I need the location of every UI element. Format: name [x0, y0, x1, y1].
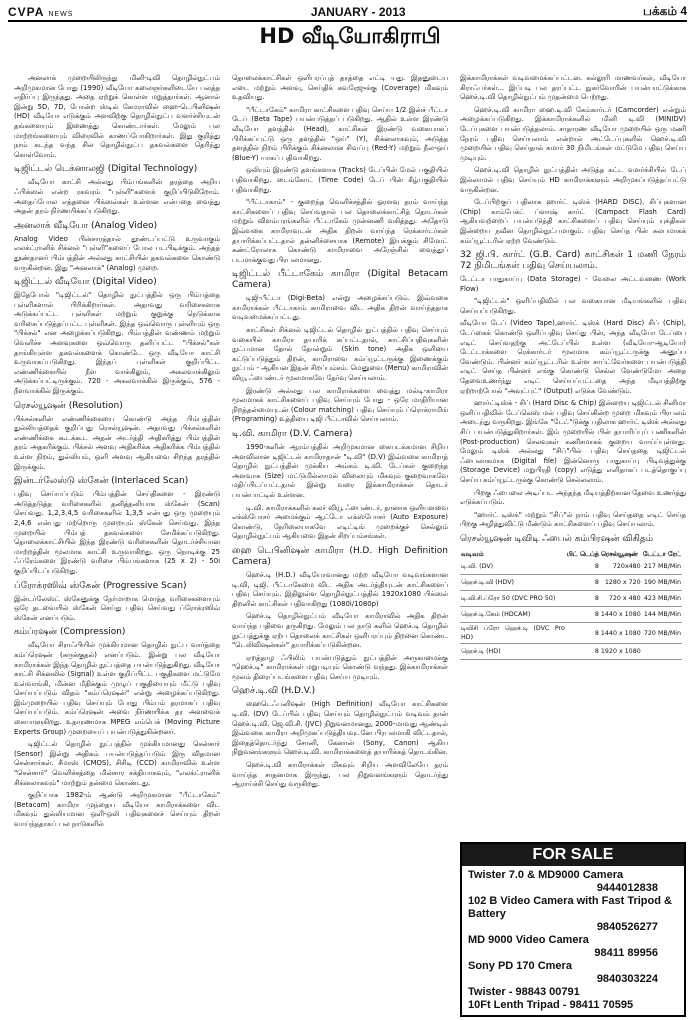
table-cell: 1280 x 720	[600, 575, 642, 591]
table-cell: 8	[566, 623, 600, 644]
table-cell: 8	[566, 575, 600, 591]
table-cell: டிவிசி ப்ரோ ஹெச்.டி (DVC Pro HD)	[460, 623, 566, 644]
table-header: டேட்டா ரேட்	[642, 549, 681, 558]
listing-phone: 9840526277	[596, 921, 658, 933]
paragraph: டி.வி. காமிராக்களில் கலர் வியூ ஃபைண்டர், தானாக ஒளியளவை எக்ஸ்போசர் அமைக்கும் ஆட்டோ எக்ஸ்போசர் (Auto Exposure) கொண்டு, நேரிலையாகவே எடிட்டிங் முறைக்குச் செல்லும் தொழில்நுட்பம் ஆகியவை இதன் சிறப்பம்சங்கள்.	[232, 503, 448, 541]
paragraph: ஹெச்.டி.வி தொழில் நுட்பத்தின் அடுத்த கட்ட வளர்ச்சியில் டேப் இல்லாமல் பதிவு செய்யும் HD காமிராக்களும் அறிமுகப்படுத்தப்பட்டு வருகின்றன.	[460, 166, 686, 194]
table-cell: 8	[566, 559, 600, 575]
paragraph: டேப்பிற்குப் பதிலாக ஹார்ட் டிஸ்க் (HARD DISC), சிப்புகளான (Chip) காம்பேக்ட் ப்ளாஷ் கார்ட் (Campact Flash Card) ஆகியவற்றைப் பயன்படுத்தி காட்சிகளைப் பதிவு செய்யும் யுக்திகள் இன்றைய நவீன தொழில்நுட்பமாகும். பதிவு செய்த பின் சுலபமாகக் கம்ப்யூட்டரில் ஏற்ற வேண்டும்.	[460, 198, 686, 245]
table-cell: 8	[566, 644, 600, 660]
for-sale-box	[460, 842, 686, 1017]
table-header-row	[460, 549, 682, 559]
paragraph: வீடியோ டேப் (Video Tape),ஹார்ட் டிஸ்க் (Hard Disc) சிப் (Chip), டேப்கைக் கொண்டு ஒளிப்பதிவு செய்து பின், அந்த வீடியோ டேப்பை எடிட் செய்வதற்கு அட்டேப்பில் உள்ள (வீடியோ-ஆடியோ) டேட்டாக்களை ரெக்கார்டர் மூலமாக கம்ப்யூட்டருக்கு அனுப்ப வேண்டும். பின்னர் கம்ப்யூட்டரில் உள்ள சாப்ட்வேர்களை பயன்படுத்தி எடிட் செய்த பின்னர் எங்கு கொண்டு செல்ல வேண்டுமோ அதை தேவைஉணர்ந்து எடிட் செய்யப்பட்டதை அந்த மீடியத்திற்கு ஏற்றாற்போல் "அவுட்புட்" (Output) எடுக்க வேண்டும்.	[460, 319, 686, 395]
paragraph: ஹைடெஃபனிஷன் (High Definition) வீடியோ காட்சிகளை டி.வி. (DV) டேப்பில் பதிவு செய்யும் தொழில்நுட்பம் வடிவம் தான் ஹெச்.டி.வி. ஜெ.வி.சி. (JVC) நிறுவனமானது, 2000-மாவது ஆண்டில் இவ்வகை காமிரா அறிமுகப்படுத்தியவுடனே பிரபலமாகி விட்டதால், இதைத்தொடர்ந்து சோனி, கேனான் (Sony, Canon) ஆகிய நிறுவனங்களும் ஹெச்.டி.வி. காமிராக்களைத் தயாரிக்கத் தொடங்கின.	[232, 700, 448, 757]
table-cell: 8	[566, 607, 600, 623]
listing-item: Twister - 98843 00791	[468, 986, 580, 998]
paragraph: ஒலியும் இரண்டு தளங்களாக (Tracks) டேப்பின் மேல் பகுதியில் பதிவாகிறது. டைம்கோட் (Time Code) டேப் பின் கீழ்பகுதியில் பதிவாகிறது.	[232, 166, 448, 194]
table-header: வடிவம்	[461, 549, 484, 558]
paragraph: குறிப்பாக 1982-ம் ஆண்டு அறிமுகமான "பீட்டாகேம்" (Betacam) காமிரா முந்தைய வீடியோ காமிராக்களை விட மிகவும் துல்லியமான ஒளி-ஒலி பதிவுகளைச் செய்யும் திறன் வாய்ந்ததாகப் பல நாடுகளில்	[14, 791, 220, 828]
table-cell: ஹெச்.டி (HD)	[460, 644, 566, 660]
listing-item: MD 9000 Video Camera	[468, 934, 589, 946]
table-row	[460, 591, 682, 607]
table-cell: 1440 x 1080	[600, 607, 642, 623]
paragraph: இக்காமிராக்கள் வடிவமைக்கப்பட்டன. கல்லூரி மாணவர்கள், வீடியோ கிராஃபர்கள்... இப்படி பல தரப்பட்ட நுகர்வோரின் பயன்பாட்டுக்காக ஹெச்.டி.வி தொழில்நுட்பம் முதன்மை பெற்றது.	[460, 74, 686, 102]
paragraph: காட்சிகள் சிக்னல் டிஜிட்டல் தொழில் நுட்பத்தில் பதிவு செய்யும் வகையில் காமிரா தயாரிக் கப்பட்டதால், காட்சிப்பதிவுகளின் நுட்பமான தோல் தோன்றும் (Skin tone) அதிக ஒளியை கட்டுப்படுத்தும் திறன், காமிராவை கம்ப்யூட்டருக்கு இணைக்கும் நுட்பம் - ஆகியன இதன் சிறப்பம்சம். மெனுவை (Menu) காமிராவின் வியூ ஃபைண்டர் மூலமாகவே தேர்வு செய்யலாம்.	[232, 326, 448, 383]
table-header: பிட் டெப்த்	[566, 549, 599, 558]
table-cell: 1440 x 1080	[600, 623, 642, 644]
section-heading: டிஜிட்டல் வீடியோ (Digital Video)	[14, 277, 157, 288]
table-row	[460, 607, 682, 623]
table-cell	[642, 644, 682, 660]
table-cell: டி.வி.சி.ப்ரோ 50 (DVC PRO 50)	[460, 591, 566, 607]
table-cell: டி.வி. (DV)	[460, 559, 566, 575]
column-3	[460, 74, 686, 660]
paragraph: "பீட்டாகேம்" காமிரா காட்சிகளை பதிவு செய்ய 1/2 இன்ச் பீட்டா டேப் (Beta Tape) பயன்படுத்தப் படுகிறது. ஆதில் உள்ள இரண்டு வீடியோ தளத்தில் (Head), காட்சிகள் இரண்டு வகையாகப் பிரிக்கப்பட்டு ஒரு தளத்தில் "ஒய்" (Y), சிக்னலாகவும், அடுத்த தளத்தில் நிறம் பிரிக்கும் சிக்னலான சிவப்பு (Red-Y) மற்றும் நீல-ஒய் (Blue-Y) யாகப் பதிவாகிறது.	[232, 105, 448, 162]
listing-item: Twister 7.0 & MD9000 Camera	[468, 869, 624, 881]
paragraph: இதேபோல் "டிஜிட்டல்" தொழில் நுட்பத்தில் ஒரு பிம்பத்தை புள்ளிகளால் பிரிக்கிறார்கள். அதாவது வரிசைகளாக அடுக்கப்பட்ட புள்ளிகள் மற்றும் குறுக்கு நெடுக்காக வரிசைப்படுத்தப்பட்ட புள்ளிகள். இந்த ஒவ்வொரு புள்ளியும் ஒரு "பிக்சல்" என அழைக்கப்படுகிறது. பிம்பத்தின் வண்ணம் மற்றும் வெளிச்ச அளவுகளை ஒவ்வொரு தனிப்பட்ட "பிக்சல்"கள் தாங்கியுள்ள தகவல்களைக் கொண்டே ஒரு வீடியோ காட்சி உருவாகப்படுகிறது. இந்தப் புள்ளிகள் குறிப்பிட்ட எண்ணிக்கையில் நீள வாக்கிலும், அகலவாக்கிலும் அடுக்கப்பட்டிருக்கும். 720 - அகலவாக்கில் இருக்கும், 576 - நீளவாக்கில் இருக்கும்.	[14, 291, 220, 396]
listing-phone: 98411 89956	[594, 947, 658, 959]
section-heading: ஹெச்.டி.வி (H.D.V.)	[232, 686, 316, 697]
paragraph: வீடியோ காட்சி அல்லது பிம்பங்களின் தரத்தை அறிய ஃபிக்ஸல் என்ற ரகவரம் "புள்ளி"களைக் குறிப்பிடுகிறோம். அதைப்போல எத்தனை பிக்ஸல்கள் உள்ளன என்பதை வைத்து அதன் தரம் நிர்ணயிக்கப்படுகிறது.	[14, 178, 220, 216]
section-heading: டி.வி. காமிரா (D.V. Camera)	[232, 429, 353, 439]
logo-text: CVPA	[8, 4, 45, 19]
paragraph: "டிஜிட்டல்" ஒளிப்பதிவில் பல வகையான மீடியங்களில் பதிவு செய்யப்படுகிறது.	[460, 297, 686, 315]
table-row	[460, 575, 682, 591]
listing-phone: 9444012838	[596, 882, 658, 894]
table-cell: 720 MB/Min	[642, 623, 682, 644]
for-sale-heading: FOR SALE	[462, 844, 684, 866]
paragraph: Analog Video பின்சாரத்தால் தூண்டப்பட்டு உருவாகும் எலக்ட்ரானிக் சிக்னல் "புள்ளி"களைப் போல படபிடிக்கும். அந்தத் தூண்தானர் பிம்பத்தின் அல்லது காட்சியின் தகவல்களை கொண்டு வருகின்றன. இது "அனலாக்" (Analog) முறை.	[14, 234, 220, 272]
for-sale-listings	[462, 866, 684, 1015]
paragraph: டிஜி-பீட்டா (Digi-Beta) என்று அழைக்கப்படும். இவ்வகை காமிராக்கள் பீட்டாகாம் காமிராவை விட அதிக திறன் வாய்ந்ததாக வடிவமைக்கப்பட்டது.	[232, 294, 448, 322]
table-cell: 8	[566, 591, 600, 607]
section-heading: 32 ஜி.பி. கார்ட் (G.B. Card) காட்சிகள் 1 மணி நேரம் 72 நிமிடங்கள் பதிவு செய்யலாம்.	[460, 250, 686, 272]
section-heading: ப்ரோக்ரஸிவ் ஸ்கேன் (Progressive Scan)	[14, 580, 187, 591]
listing-item: 102 B Video Camera with Fast Tripod & Battery	[468, 895, 672, 920]
page-header	[8, 3, 687, 20]
table-cell: 720 x 480	[600, 591, 642, 607]
section-heading: டிஜிட்டல் பீட்டாகேம் காமிரா (Digital Betacam Camera)	[232, 269, 448, 291]
paragraph: வீடியோ சிராஃபியில் முக்கியமான தொழில் நுட்ப வார்த்தை கம்ப்ரெஷன் (சுருக்குதல்) எனப்படும். இன்று பல வீடியோ காமிராக்கள் இந்த தொழில் நுட்பத்தை பயன்படுத்துகிறது. வீடியோ காட்சி சிக்னலில் (Signal) உள்ள குறிப்பிட்ட பகுதிகளை மட்டுமே உள்வாங்கி, மின்ன மீதிக்கும் முழுப் பகுதியையும் மீட்டு பதிவு செய்யப்படும் விதம் "கம்ப்ரெஷன்" என்று அழைக்கப்படுகிறது. இம்முறையில் பதிவு செய்யும் போது பிம்பம் தரமாகப் பதிவு செய்யப்படும். கம்ப்ரெஷன் அவை நிர்ணயிக்க தர அளவைக் கையாளுகிறது. உதாரணமாக MPEG எம்பெக் (Moving Picture Experts Group) முறையைப் பயன்படுத்துகின்றனர்.	[14, 641, 221, 736]
section-heading: இன்டர்லேஸ்டு ஸ்கேன் (Interlaced Scan)	[14, 476, 189, 487]
listing-item: Sony PD 170 Cmera	[468, 960, 572, 972]
paragraph: இன்டர்லேஸ்ட் ஸ்கேனுக்கு நேர்மாறாக மொத்த வரிசைகளையும் ஒரே தடவையில் ஸ்கேன் செய்து பதிவு செய்வது ப்ரோக்ரஸிவ் ஸ்கேன் எனப்படும்.	[14, 594, 220, 622]
header-rule	[8, 20, 687, 22]
table-row	[460, 644, 682, 660]
paragraph: ஹெச்.டி.வி காமிரா ஹை.டி.வி கேம்கார்டர் (Camcorder) என்றும் அழைக்கப்படுகிறது. இக்காமிராக்களில் மினி டி.வி (MINIDV) டேப்புகளை பயன்படுத்தலாம். சாதாரண வீடியோ முறையில் ஒரு மணி நேரம் பதிவு செய்யலாம் என்றால் அட்டேப்புகளில் ஹெச்.டி.வி முறையில் பதிவு செய்தால் சுமார் 30 நிமிடங்கள் மட்டுமே பதிவு செய்ய முடியும்.	[460, 105, 686, 162]
paragraph: பதிவு செய்யப்படும் பிம்பத்தின் செய்திகளை - இரண்டு அடுத்தடுத்த வரிசைகளில் தனித்தனியாக ஸ்கேன் (Scan) செய்வது. 1,2,3,4,5 வரிசைகளில் 1,3,5 என்பது ஒரு முறையும் 2,4,6 என்பது மற்றொரு முறையும் ஸ்கேன் செய்வது. இந்த முறையில் பிம்பத் தகவல்களை சேமிக்கப்படுகிறது. தொலைக்காட்சியில் இந்த இரண்டு வரிசைகளின் தொடர்ச்சியான மாற்றத்தின் மூலமாக காட்சி உருவாகிறது. ஒரு நொடிக்கு 25 ஃப்ரேம்களை இரண்டு வரிசை பிம்பங்களாக (25 x 2) - 50i குறிப்பிடப்படுகிறது.	[14, 490, 220, 575]
table-cell: 217 MB/Min	[642, 559, 682, 575]
column-2	[232, 74, 448, 793]
paragraph: ஹெச்.டி (H.D.) வீடியோவானது மற்ற வீடியோ வடிவங்களான டி.வி, டிஜி. பீட்டாகேமை விட அதிக அடர்த்தியுடன் காட்சிகளைப் பதிவு செய்யும். இதிலுள்ள தொழில்நுட்பத்தில் 1920x1080 பிக்ஸல் திறனில் காட்சிகள் பதிவாகிறது (1080i/1080p)	[232, 570, 448, 608]
column-1	[14, 74, 220, 833]
resolution-table	[460, 549, 682, 661]
masthead-logo	[8, 5, 73, 19]
section-heading: அனலாக் வீடியோ (Analog Video)	[14, 220, 158, 231]
section-heading: ஹை டெபினிஷன் காமிரா (H.D. High Definition Camera)	[232, 545, 448, 567]
table-cell: 1920 x 1080	[600, 644, 642, 660]
paragraph: பிறகு ஃபைலை அடிப்பட அந்தந்த மீடியத்திற்கான தேவை உணர்த்து எடுக்கப்படும்.	[460, 488, 686, 507]
page-number: பக்கம் 4	[643, 3, 687, 18]
paragraph: தொலைக்காட்சிகள் ஒளிபரப்புத் தரத்தை எட்டி யது. இதனுடைய எடை மற்றும் அளவு, செய்திக் கவரேஜுக்கு (Coverage) மிகவும் உதவியது.	[232, 74, 448, 102]
paragraph: 1990-களின் ஆரம்பத்தில் அறிமுகமான கையடக்கமான சிறிய அளவிலான டிஜிட்டல் காமிராதான் "டி.வி" (D.V) இவ்வகை காமிராத் தொழில் நுட்பத்தின் முக்கிய அம்சம் டி.வி. டேப்கள் குறைந்த அளவாக (Size) மட்டுமில்லாமல் விலையும் மிகவும் குறைவாகவே மதிப்பிடப்பட்டதால் இன்று வரை இக்காமிராக்கள் தொடர் பயன்பாட்டில் உள்ளன.	[232, 443, 448, 499]
table-header: ரெசல்யூஷன்	[600, 549, 638, 558]
paragraph: "ஹார்ட் டிஸ்க்" மற்றும் "சிப்"ல் நாம் பதிவு செய்ததை எடிட் செய்த பிறகு அழித்துவிட்டு மீண்டும் காட்சிகளைப் பதிவு செய்யலாம்.	[460, 510, 686, 529]
table-cell: 144 MB/Min	[642, 607, 682, 623]
table-cell: 190 MB/Min	[642, 575, 682, 591]
logo-subtext: NEWS	[48, 10, 74, 18]
paragraph: ஹெச்.டி.வி காமிராக்கள் மிகவும் சிறிய அளவிலேயே தரம் வாய்ந்த சாதனமாக இருந்து, பல நிறுவனங்களும் தொடர்ந்து ஆராய்ச்சி செய்து வருகிறது.	[232, 761, 448, 789]
paragraph: டிஜிட்டல் தொழில் நுட்பத்தில் முக்கியமானது சென்சார் (Sensor) இன்று அதிகம் பயன்படுத்தப்படும் இரு விதமான சென்சார்கள். சீமாஸ் (CMOS), சிசிடி (CCD) காமிராவில் உள்ள "சென்சார்" வெளிச்சத்தை மின்சார சக்தியாகவும், "எலக்ட்ரானிக் சிக்னலாகவும்" மாற்றும் தன்மை கொண்டது.	[14, 740, 220, 787]
section-heading: கம்ப்ரஷன் (Compression)	[14, 627, 126, 638]
paragraph: டேட்டா பாதுகாப்பு (Data Storage) - வேலை அட்டவணை (Work Flow)	[460, 275, 686, 293]
table-cell: 423 MB/Min	[642, 591, 682, 607]
listing-item: 10Ft Lenth Tripad - 98411 70595	[468, 999, 634, 1011]
table-cell: 720x480	[600, 559, 642, 575]
paragraph: ஹார்ட்டிஸ்க் - சிப் (Hard Disc & Chip) இன்றைய டிஜிட்டல் சினிமா ஒளிப்பதிவில் டேப்லெஸ் மல் பதிவு செய்கின்ற முறை மிகவும் பிரபலம் அடைந்து வருகிறது. இங்கே "டேட்"டுக்கு பதிலாக ஹார்ட் டிஸ்க் அல்லது சிப் பயன்படுத்துகிறார்கள். இம் முறையில் பின் தயாரிப்புப் பணிகளின் (Post-production) செலவுகள் கணிசமாகக் குறைய வாய்ப்புள்ளது. மேலும் டிஸ்க் அல்லது "சிப்"பில் பதிவு செய்ததை டிஜிட்டல் ஃபைலாகமாக (Digital file) இன்னொரு பாதுகாப்பு பிடிவத்துக்கு (Storage Device) மறுபிரதி (copy) எடுத்து எளிதாகப் படத்தொகுப்பு செய்ய கம்ப்யூட்டருக்கு கொண்டு செல்லலாம்.	[460, 399, 686, 484]
table-cell: ஹெச்.டி.கேம் (HDCAM)	[460, 607, 566, 623]
paragraph: "பீட்டாகாம்" - குறைந்த வெளிச்சத்தில் ஓரளவு தரம் வாய்ந்த காட்சிகளைப் பதிவு செய்வதால் பல தொலைக்காட்சித் தொடர்கள் மற்றும் விளம்பரங்களில் பீட்டாகேம் முன்னணி வகித்தது. அதோடு இவ்வகை காமிராவுடன் அதிக திறன் வாய்ந்த ரெக்கார்டர்கள் தயாரிக்கப்பட்டதால் தன்னிச்சையாக (Remote) இயக்கும் சிமோட் கண்ட்ரோலாக கொண்டு காமிராவை அரேஞ்சில் வைத்துப் படமாக்குவது பிரபலமானது.	[232, 198, 448, 264]
paragraph: ஹெச்.டி தொழில்நுட்பம் வீடியோ காமிராவில் அதிக திறன் வாய்ந்த பதிவை தருகிறது. மேலும் பல நாடு களில் ஹெச்.டி தொழில் நுட்பத்துக்கு ஏற்ப தொலைக் காட்சிகள் ஒளிபரப்பும் திறனை கொண்ட "டெலிவிஷன்கள்" தயாரிக்கப்படுகின்றன.	[232, 612, 448, 650]
table-cell: ஹெச்.டி.வி (HDV)	[460, 575, 566, 591]
article-title: HD வீடியோகிராபி	[259, 24, 441, 48]
issue-date: JANUARY - 2013	[310, 4, 406, 19]
paragraph: இரண்டு அல்லது பல காமிராக்களை வைத்து மல்டி-காமிரா மூலமாகக் காட்சிகளைப் பதிவு செய்யும் போது - ஒரே மாதிரியான நிறத்தன்மையுடன் (Colour matching) பதிவு செய்யும் ப்ரொக்ராமிங் (Programing) உத்தியை டிஜி பீட்டாவில் செய்யலாம்.	[232, 386, 448, 424]
paragraph: பிக்சல்களின் எண்ணிக்கையை கொண்டு அந்த பிம்பத்தின் துல்லியத்தைக் குறிப்பது ரெசல்யூஷன். அதாவது பிக்சல்களின் எண்ணிக்கை கூடக்கூட அதன் அடர்த்தி அதிகரித்து பிம்பத்தின் தரம் அதகரிக்கும். பிக்சல் அளவு அதிகரிக்க அதிகரிக்க பிம்பத்தில் உள்ள நிறம், துல்லியம், ஒளி அளவு ஆகியவை சிறந்த தரத்தில் இருக்கும்.	[14, 414, 220, 471]
section-heading: டிஜிட்டல் டெக்னாலஜி (Digital Technology)	[14, 164, 198, 175]
table-row	[460, 623, 682, 644]
paragraph: ஏறத்தாழ ஃபிலிம் பயன்படுத்தும் நுட்பத்தின் அருகாமைக்கு "ஹெச்.டி" காமிராக்கள் மறுபடியும் கொண்டு வந்தது. இக்காமிராக்கள் மூலம் திரைப்படங்களை பதிவு செய்ய முடியும்.	[232, 653, 448, 681]
table-row	[460, 559, 682, 575]
listing-phone: 9840303224	[596, 973, 658, 985]
section-heading: ரெசல்யூஷன் டிவிடி ஃபைல் கம்பிரஷன் விகிதம்	[460, 533, 653, 544]
section-heading: ரெசல்யூஷன் (Resolution)	[14, 400, 123, 411]
paragraph: அனலாக் முறையிலிருந்து மினி-டிவி தொழில்நுட்பம் அறிமுகமான போது (1990) வீடியோ கலைஞர்களிடையே பலத்த எதிர்ப்பு இருந்தது. அதை ஏற்றுக் கொள்ள மறுத்தார்கள். ஆனால் இன்று 5D, 7D, போன்ற ஸ்டில் கேமராவில் ஹை-டெபினிஷன் (HD) வீடியோ எடுக்கும் அளவிற்கு தொழில்நுட்ப வளர்ச்சியுடன் தங்களையும் இணைத்து கொண்டார்கள். மேலும் பல மாற்றங்களையும் விரைவில் காணப்போகிறார்கள். இது குறித்து நாம் கடந்த வந்த சில தொழில்நுட்ப தகவல்களை தெரிந்து கொள்வோம்.	[14, 74, 220, 159]
